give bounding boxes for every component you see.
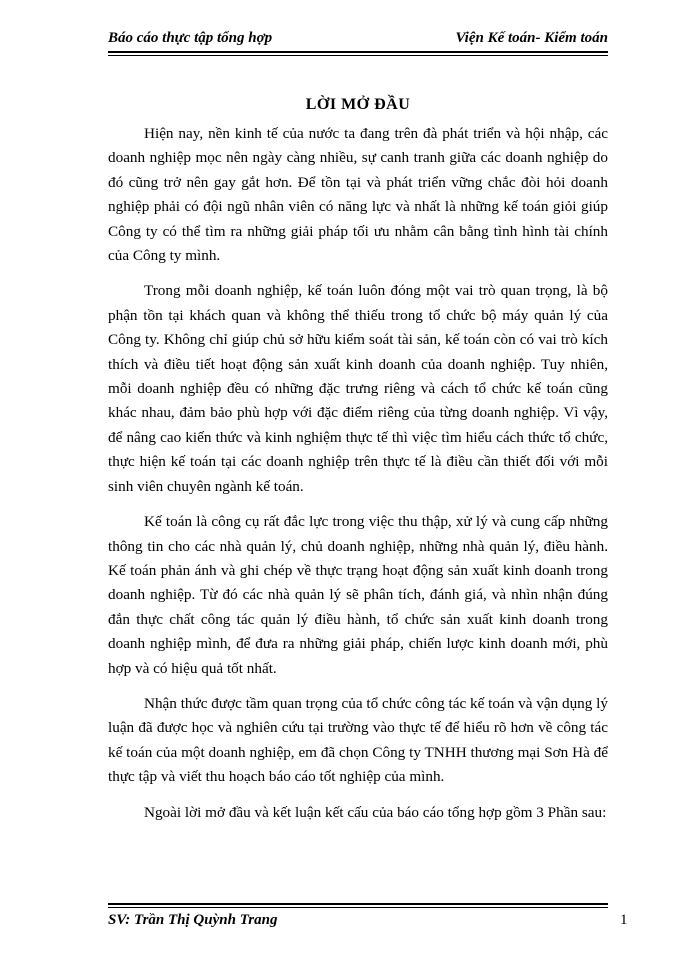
paragraph-5: Ngoài lời mở đầu và kết luận kết cấu của báo cáo tổng hợp gồm 3 Phần sau: [144, 803, 607, 821]
paragraph-3: Kế toán là công cụ rất đắc lực trong việc thu thập, xử lý và cung cấp những thông tin cho các nhà quản lý, chủ doanh nghiệp, những nhà quản lý, điều hành. Kế toán phản ánh và ghi chép về thực trạng hoạt động sản xuất kinh doanh trong doanh nghiệp. Từ đó các nhà quản lý sẽ phân tích, đánh giá, và nhìn nhận đúng đắn thực chất công tác quản lý điều hành, tổ chức sản xuất kinh doanh trong doanh nghiệp mình, để đưa ra những giải pháp, chiến lược kinh doanh mới, phù hợp và có hiệu quả tốt nhất. [108, 513, 608, 677]
header-divider [108, 51, 608, 53]
paragraph-2: Trong mỗi doanh nghiệp, kế toán luôn đóng một vai trò quan trọng, là bộ phận tồn tại khách quan và không thể thiếu trong tổ chức bộ máy quản lý của Công ty. Không chỉ giúp chủ sở hữu kiểm soát tài sản, kế toán còn có vai trò kích thích và điều tiết hoạt động sản xuất kinh doanh của doanh nghiệp. Tuy nhiên, mỗi doanh nghiệp đều có những đặc trưng riêng và cách tổ chức kế toán cũng khác nhau, đảm bảo phù hợp với đặc điểm riêng của từng doanh nghiệp. Vì vậy, để nâng cao kiến thức và kinh nghiệm thực tế thì việc tìm hiểu cách thức tổ chức, thực hiện kế toán tại các doanh nghiệp trên thực tế là điều cần thiết đối với mỗi sinh viên chuyên ngành kế toán. [108, 282, 608, 495]
footer-student-name: SV: Trần Thị Quỳnh Trang [108, 912, 278, 928]
page-number: 1 [620, 912, 628, 928]
header-institute: Viện Kế toán- Kiểm toán [455, 30, 608, 46]
header-divider-thin [108, 55, 608, 56]
page-header [108, 28, 608, 50]
paragraph-4: Nhận thức được tầm quan trọng của tổ chức công tác kế toán và vận dụng lý luận đã được học và nghiên cứu tại trường vào thực tế để hiểu rõ hơn về công tác kế toán của một doanh nghiệp, em đã chọn Công ty TNHH thương mại Sơn Hà để thực tập và viết thu hoạch báo cáo tốt nghiệp của mình. [108, 694, 608, 786]
document-title: LỜI MỞ ĐẦU [305, 96, 411, 113]
footer-divider [108, 903, 608, 905]
document-body [108, 122, 608, 836]
footer-divider-thin [108, 907, 608, 908]
header-report-title: Báo cáo thực tập tổng hợp [108, 30, 273, 46]
paragraph-1: Hiện nay, nền kinh tế của nước ta đang trên đà phát triển và hội nhập, các doanh nghiệp mọc nên ngày càng nhiều, sự canh tranh giữa các doanh nghiệp do đó cũng trở nên gay gắt hơn. Để tồn tại và phát triển vững chắc đòi hỏi doanh nghiệp phải có đội ngũ nhân viên có năng lực và nhất là những kế toán giỏi giúp Công ty có thể tìm ra những giải pháp tối ưu nhằm cân bằng tình hình tài chính của Công ty mình. [108, 125, 608, 265]
